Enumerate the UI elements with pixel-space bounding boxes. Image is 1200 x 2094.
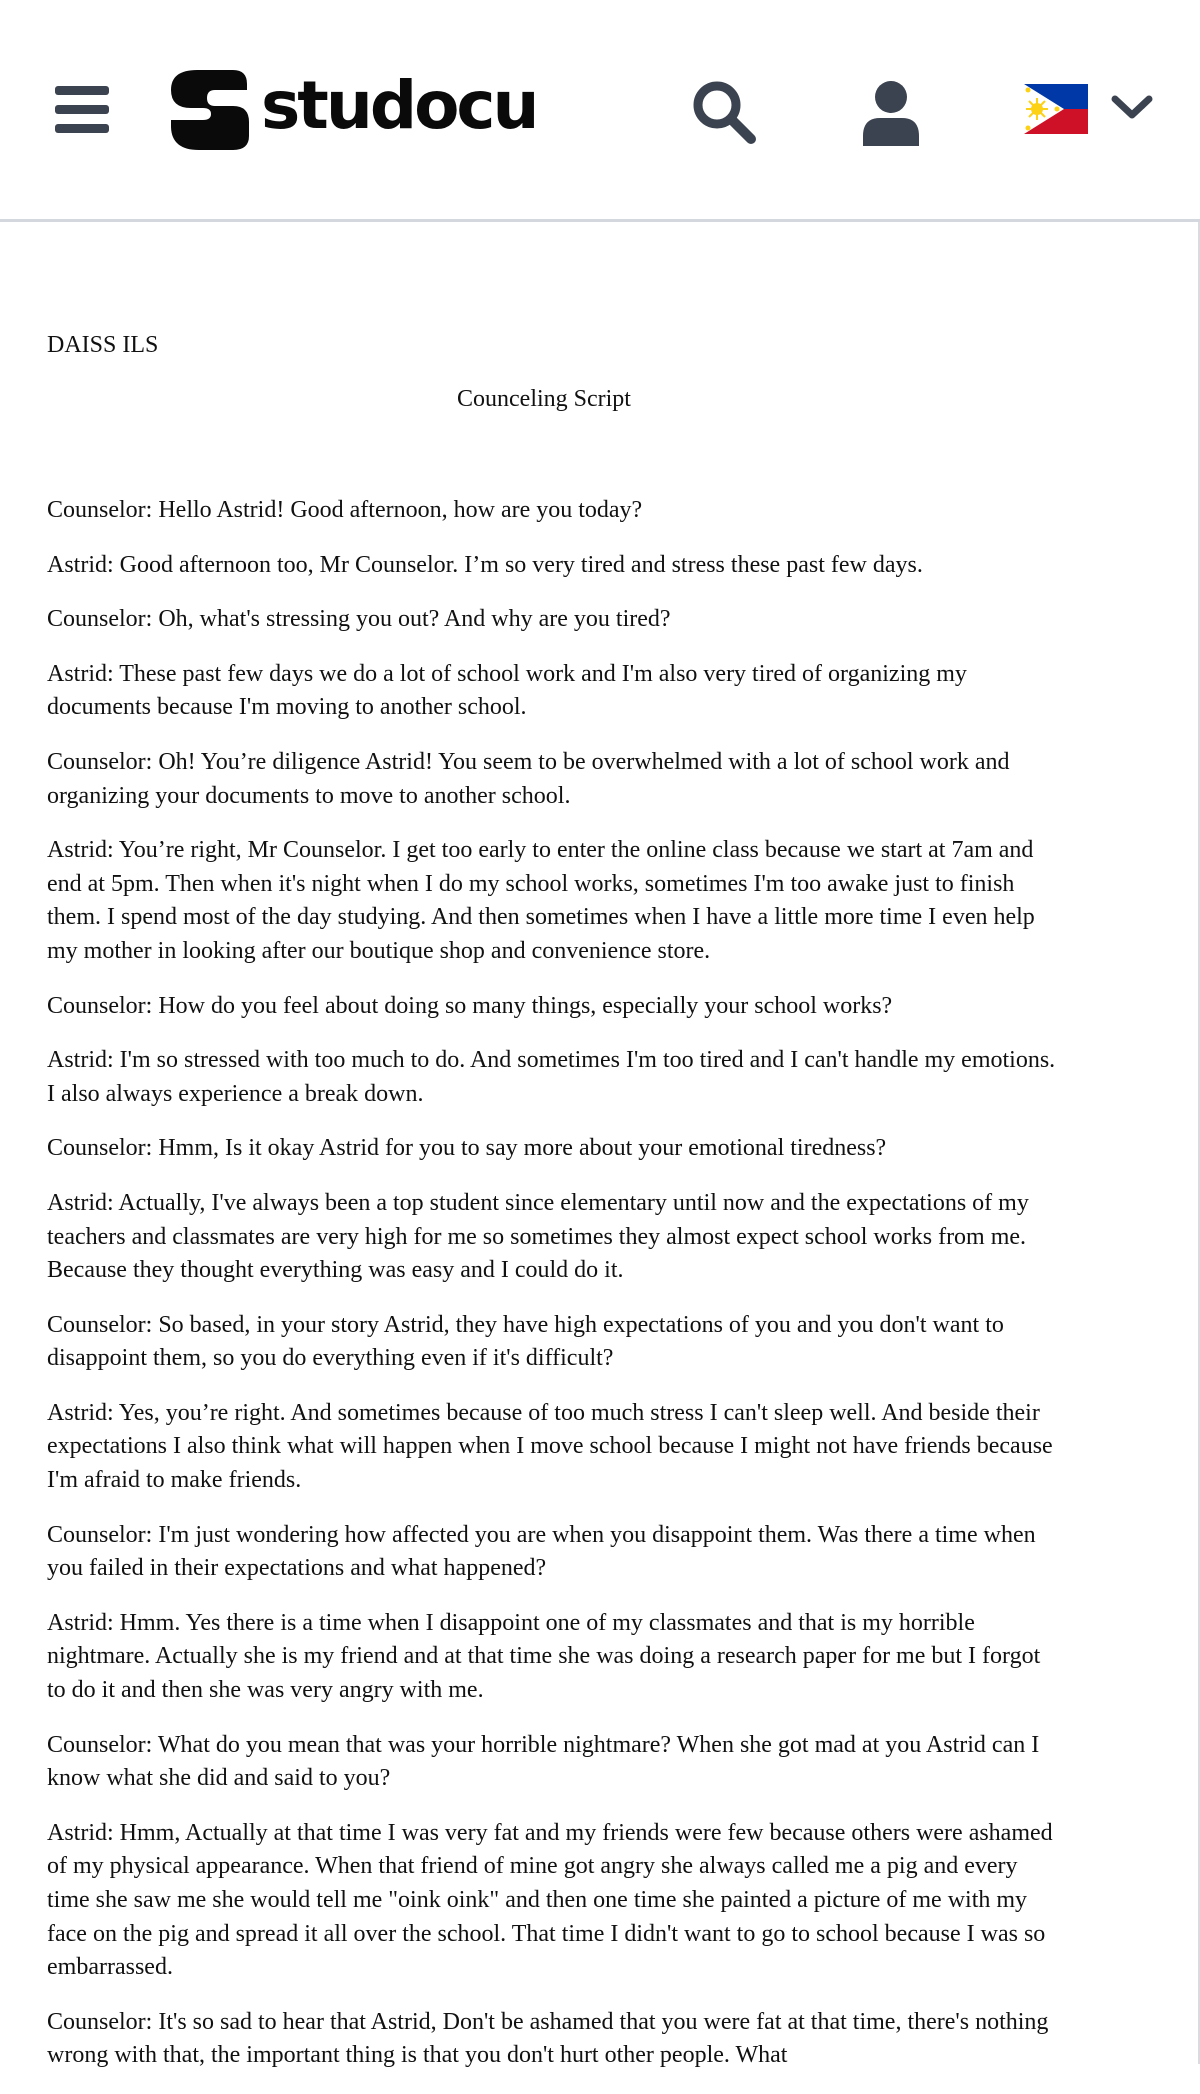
menu-button[interactable] bbox=[55, 86, 109, 134]
dialogue-paragraph: Astrid: Hmm. Yes there is a time when I disappoint one of my classmates and that is my horrible nightmare. Actually she is my friend and at that time she was doing a research paper for me but I forgot to do it and then she was very angry with me. bbox=[47, 1609, 1041, 1704]
dialogue-paragraph: Counselor: Hmm, Is it okay Astrid for you to say more about your emotional tiredness? bbox=[47, 1135, 887, 1162]
language-selector[interactable] bbox=[1024, 80, 1156, 140]
philippines-flag-icon bbox=[1024, 84, 1088, 134]
dialogue-paragraph: Astrid: Good afternoon too, Mr Counselor. I’m so very tired and stress these past few days. bbox=[47, 551, 923, 578]
document-organization: DAISS ILS bbox=[47, 332, 159, 358]
dialogue-paragraph: Astrid: Yes, you’re right. And sometimes because of too much stress I can't sleep well. And beside their expectations I also think what will happen when I move school because I might not have friends because I'm afraid to make friends. bbox=[47, 1399, 1053, 1494]
dialogue-paragraph: Astrid: Actually, I've always been a top student since elementary until now and the expectations of my teachers and classmates are very high for me so sometimes they almost expect school works from me. Because they thought everything was easy and I could do it. bbox=[47, 1189, 1029, 1284]
account-button[interactable] bbox=[860, 80, 922, 146]
user-icon bbox=[860, 80, 922, 146]
dialogue-paragraph: Counselor: Hello Astrid! Good afternoon, how are you today? bbox=[47, 497, 643, 523]
top-navigation-bar bbox=[0, 0, 1200, 222]
dialogue-paragraph: Astrid: These past few days we do a lot of school work and I'm also very tired of organizing my documents because I'm moving to another school. bbox=[47, 660, 967, 721]
dialogue-paragraph: Counselor: I'm just wondering how affected you are when you disappoint them. Was there a time when you failed in their expectations and what happened? bbox=[47, 1521, 1036, 1582]
search-button[interactable] bbox=[690, 78, 758, 146]
chevron-down-icon bbox=[1110, 92, 1154, 122]
dialogue-paragraph: Astrid: Hmm, Actually at that time I was very fat and my friends were few because others were ashamed of my physical appearance. When that friend of mine got angry she always called me a pig and every time she saw me she would tell me "oink oink" and then one time she painted a picture of me with my face on the pig and spread it all over the school. That time I didn't want to go to school because I was so embarrassed. bbox=[47, 1819, 1053, 1981]
dialogue-paragraph: Counselor: Oh, what's stressing you out? And why are you tired? bbox=[47, 606, 671, 633]
dialogue-paragraph: Counselor: What do you mean that was your horrible nightmare? When she got mad at you Astrid can I know what she did and said to you? bbox=[47, 1731, 1040, 1792]
document-title: Counceling Script bbox=[457, 386, 631, 412]
document-body bbox=[47, 494, 1057, 2094]
dialogue-paragraph: Counselor: So based, in your story Astrid, they have high expectations of you and you don't want to disappoint them, so you do everything even if it's difficult? bbox=[47, 1311, 1004, 1372]
hamburger-line bbox=[55, 105, 109, 114]
dialogue-paragraph: Counselor: It's so sad to hear that Astrid, Don't be ashamed that you were fat at that time, there's nothing wrong with that, the important thing is that you don't hurt other people. What bbox=[47, 2008, 1049, 2069]
dialogue-paragraph: Astrid: You’re right, Mr Counselor. I get too early to enter the online class because we start at 7am and end at 5pm. Then when it's night when I do my school works, sometimes I'm too awake just to finish them. I spend most of the day studying. And then sometimes when I have a little more time I even help my mother in looking after our boutique shop and convenience store. bbox=[47, 837, 1035, 964]
studocu-logo-icon bbox=[163, 64, 255, 156]
dialogue-paragraph: Counselor: Oh! You’re diligence Astrid! You seem to be overwhelmed with a lot of school work and organizing your documents to move to another school. bbox=[47, 748, 1010, 809]
hamburger-menu-icon bbox=[55, 86, 109, 95]
logo-wordmark: studocu bbox=[261, 67, 537, 144]
hamburger-line bbox=[55, 124, 109, 133]
search-icon bbox=[690, 78, 758, 146]
studocu-logo[interactable] bbox=[163, 64, 537, 156]
dialogue-paragraph: Astrid: I'm so stressed with too much to do. And sometimes I'm too tired and I can't handle my emotions. I also always experience a break down. bbox=[47, 1047, 1056, 1107]
dialogue-paragraph: Counselor: How do you feel about doing so many things, especially your school works? bbox=[47, 992, 893, 1019]
